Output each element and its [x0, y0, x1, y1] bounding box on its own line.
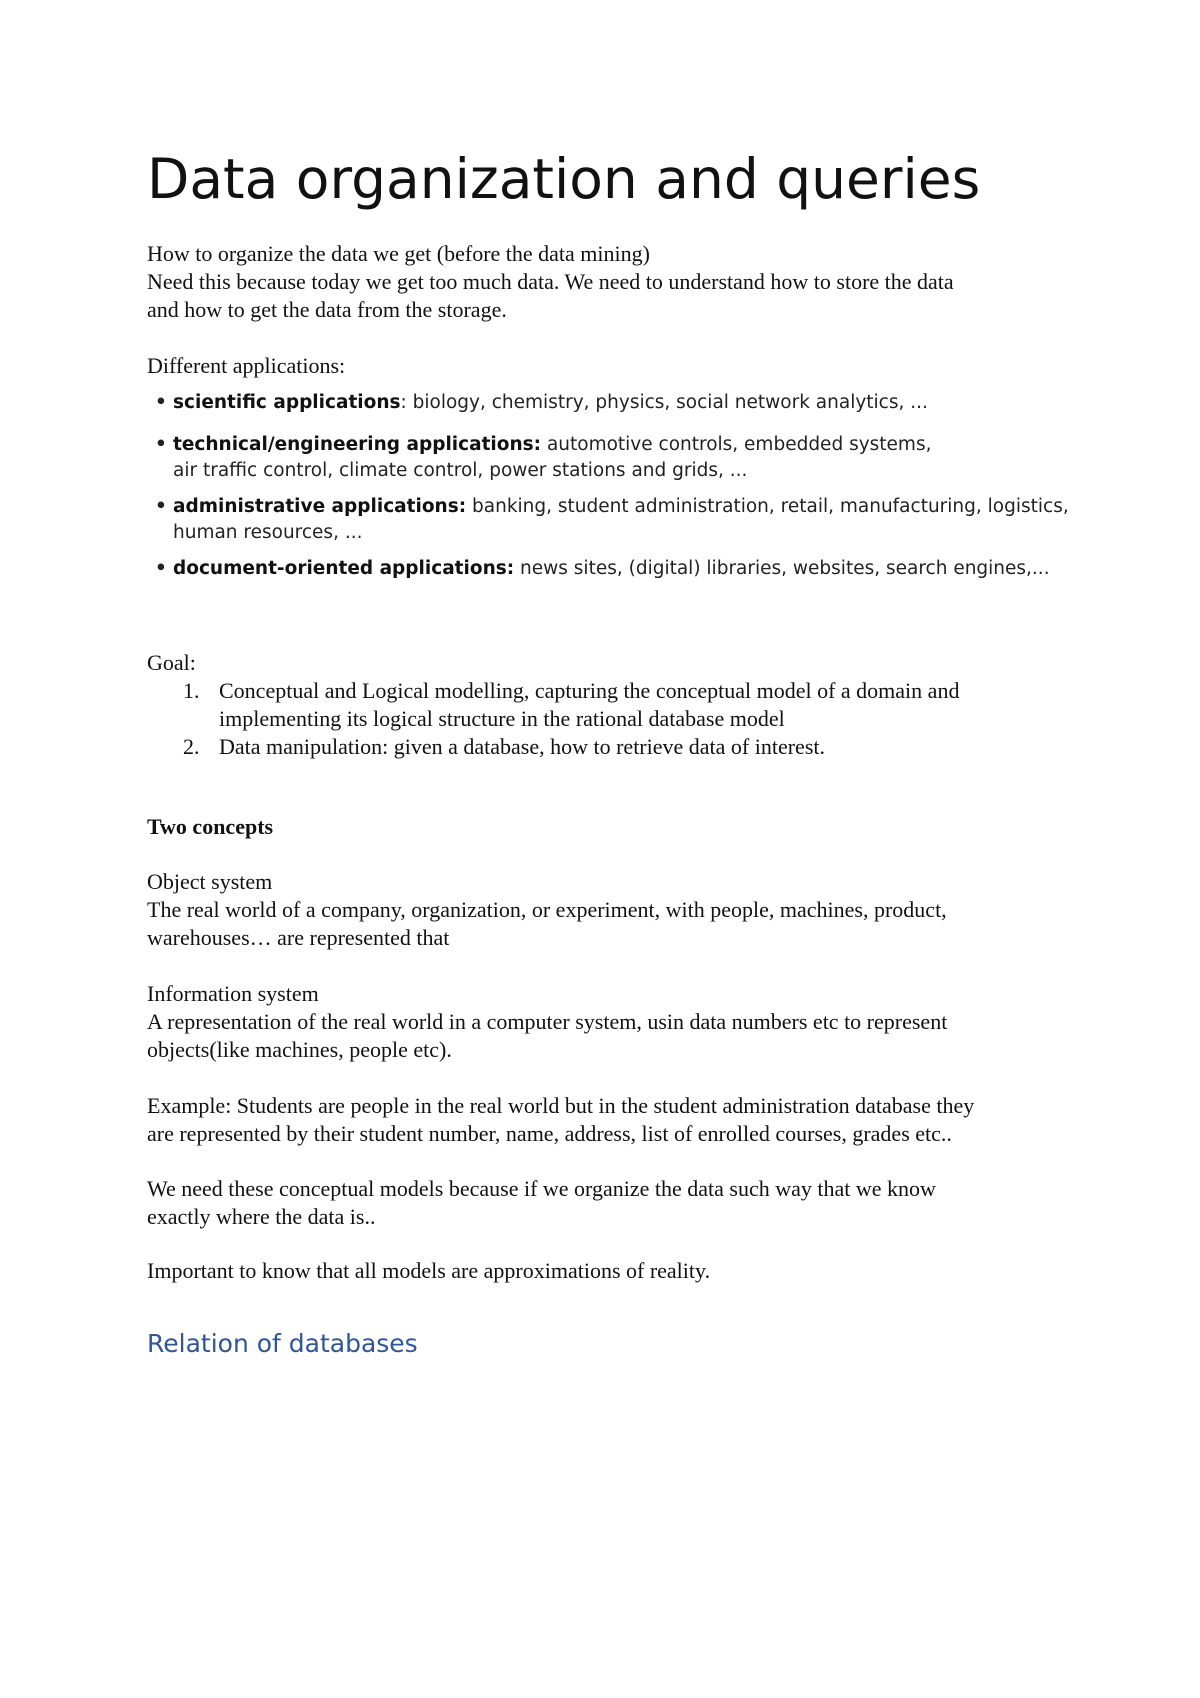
item-text-continued: human resources, ... [173, 522, 363, 543]
intro-paragraph [147, 240, 1077, 324]
list-item [155, 432, 1085, 484]
models-text: exactly where the data is.. [147, 1204, 376, 1229]
bullet-icon: • [155, 392, 167, 413]
models-text: We need these conceptual models because if we organize the data such way that we know [147, 1176, 936, 1201]
intro-line: Need this because today we get too much data. We need to understand how to store the data [147, 269, 954, 294]
list-item [147, 677, 1077, 733]
goal-text: implementing its logical structure in the rational database model [219, 706, 785, 731]
object-system-text: warehouses… are represented that [147, 925, 450, 950]
example-paragraph [147, 1092, 1077, 1148]
object-system-label: Object system [147, 869, 273, 894]
object-system-text: The real world of a company, organization, or experiment, with people, machines, product, [147, 897, 947, 922]
models-paragraph [147, 1175, 1077, 1231]
page-title: Data organization and queries [147, 147, 981, 211]
important-paragraph: Important to know that all models are approximations of reality. [147, 1258, 711, 1283]
bullet-icon: • [155, 496, 167, 517]
item-bold-label: scientific applications [173, 392, 401, 413]
relation-heading: Relation of databases [147, 1329, 418, 1358]
item-text-continued: air traffic control, climate control, power stations and grids, ... [173, 460, 748, 481]
list-item [155, 494, 1085, 546]
list-number: 2. [183, 734, 200, 759]
information-system-section [147, 980, 1077, 1064]
goal-text: Data manipulation: given a database, how to retrieve data of interest. [219, 734, 825, 759]
list-number: 1. [183, 678, 200, 703]
item-bold-label: technical/engineering applications: [173, 434, 542, 455]
list-item [155, 390, 1085, 416]
list-item [155, 556, 1085, 582]
intro-line: and how to get the data from the storage. [147, 297, 507, 322]
item-text: : biology, chemistry, physics, social network analytics, ... [400, 392, 928, 413]
item-text: banking, student administration, retail, manufacturing, logistics, [466, 496, 1069, 517]
example-text: Example: Students are people in the real world but in the student administration database they [147, 1093, 975, 1118]
bullet-icon: • [155, 558, 167, 579]
information-system-text: objects(like machines, people etc). [147, 1037, 452, 1062]
bullet-icon: • [155, 434, 167, 455]
information-system-text: A representation of the real world in a computer system, usin data numbers etc to represent [147, 1009, 948, 1034]
list-item [147, 733, 1077, 761]
object-system-section [147, 868, 1077, 952]
item-bold-label: administrative applications: [173, 496, 467, 517]
goal-heading: Goal: [147, 650, 196, 675]
example-text: are represented by their student number, name, address, list of enrolled courses, grades etc.. [147, 1121, 952, 1146]
item-text: automotive controls, embedded systems, [541, 434, 932, 455]
item-text: news sites, (digital) libraries, websites, search engines,... [514, 558, 1050, 579]
intro-line: How to organize the data we get (before the data mining) [147, 241, 650, 266]
two-concepts-heading: Two concepts [147, 814, 274, 839]
goal-text: Conceptual and Logical modelling, capturing the conceptual model of a domain and [219, 678, 960, 703]
applications-heading: Different applications: [147, 353, 346, 378]
item-bold-label: document-oriented applications: [173, 558, 515, 579]
goal-list [147, 677, 1077, 761]
information-system-label: Information system [147, 981, 319, 1006]
applications-list [155, 390, 1085, 598]
